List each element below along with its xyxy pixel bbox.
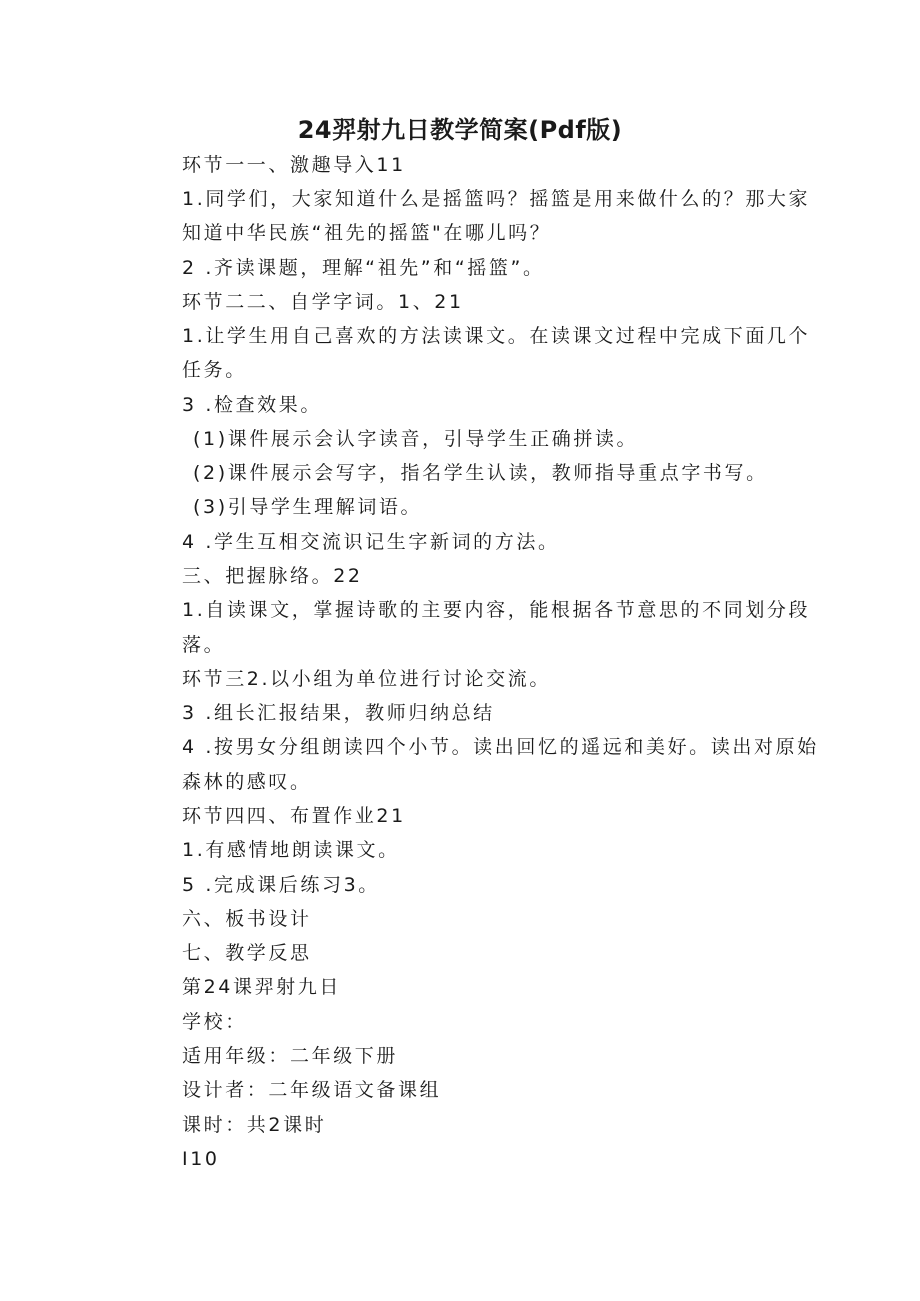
paragraph-line: 2 .齐读课题，理解“祖先”和“摇篮”。 [182,257,545,279]
lesson-title-line: 第24课羿射九日 [182,976,341,998]
sub-item-line: (3)引导学生理解词语。 [193,496,423,518]
class-hours-line: 课时：共2课时 [182,1114,327,1136]
paragraph-line: 任务。 [182,359,247,381]
grade-line: 适用年级：二年级下册 [182,1045,399,1067]
section-heading-7: 七、教学反思 [182,942,312,964]
paragraph-line: 1.自读课文，掌握诗歌的主要内容，能根据各节意思的不同划分段 [182,599,811,621]
section-heading-3: 三、把握脉络。22 [182,565,363,587]
sub-item-line: (2)课件展示会写字，指名学生认读，教师指导重点字书写。 [193,462,768,484]
paragraph-line: 知道中华民族“祖先的摇篮"在哪儿吗？ [182,222,552,244]
paragraph-line: 4 .学生互相交流识记生字新词的方法。 [182,531,560,553]
paragraph-line: 4 .按男女分组朗读四个小节。读出回忆的遥远和美好。读出对原始 [182,736,819,758]
section-heading-1: 环节一一、激趣导入11 [182,154,406,176]
paragraph-line: 1.让学生用自己喜欢的方法读课文。在读课文过程中完成下面几个 [182,325,811,347]
document-title: 24羿射九日教学简案(Pdf版) [297,116,623,144]
paragraph-line: 1.同学们，大家知道什么是摇篮吗？摇篮是用来做什么的？那大家 [182,188,811,210]
section-heading-4: 环节四四、布置作业21 [182,805,406,827]
section-heading-6: 六、板书设计 [182,908,312,930]
paragraph-line: 3 .组长汇报结果，教师归纳总结 [182,702,495,724]
footer-code-line: I10 [182,1148,220,1170]
designer-line: 设计者：二年级语文备课组 [182,1079,442,1101]
paragraph-line: 落。 [182,634,226,656]
paragraph-line: 3 .检查效果。 [182,394,322,416]
paragraph-line: 森林的感叹。 [182,771,312,793]
paragraph-line: 1.有感情地朗读课文。 [182,839,400,861]
sub-item-line: (1)课件展示会认字读音，引导学生正确拼读。 [193,428,639,450]
paragraph-line: 环节三2.以小组为单位进行讨论交流。 [182,668,551,690]
paragraph-line: 5 .完成课后练习3。 [182,874,380,896]
section-heading-2: 环节二二、自学字词。1、21 [182,291,464,313]
school-line: 学校： [182,1011,247,1033]
